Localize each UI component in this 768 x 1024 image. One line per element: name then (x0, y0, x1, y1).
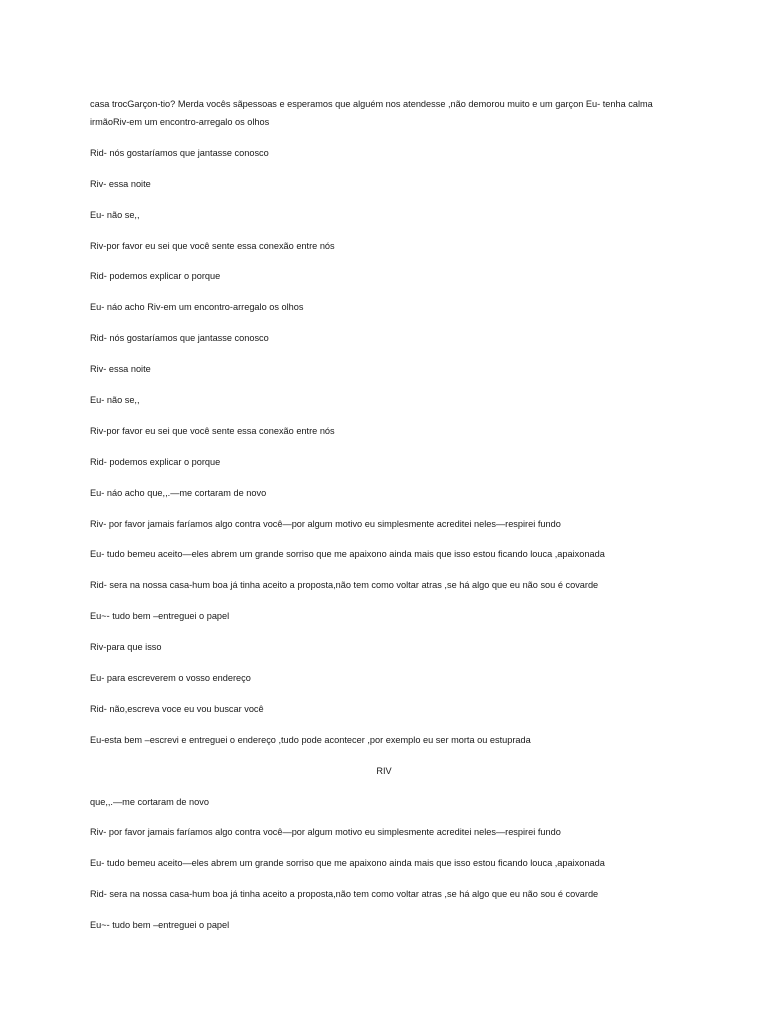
paragraph: Eu-esta bem –escrevi e entreguei o endereço ,tudo pode acontecer ,por exemplo eu ser morta ou estuprada (90, 734, 531, 745)
paragraph: Rid- podemos explicar o porque (90, 271, 221, 282)
paragraph: Rid- podemos explicar o porque (90, 456, 221, 467)
paragraph: Rid- sera na nossa casa-hum boa já tinha aceito a proposta,não tem como voltar atras ,se há algo que eu não sou é covarde (90, 889, 599, 900)
paragraph: Eu- tudo bemeu aceito—eles abrem um grande sorriso que me apaixono ainda mais que isso estou ficando louca ,apaixonada (90, 549, 605, 560)
paragraph: Rid- nós gostaríamos que jantasse conosco (90, 333, 269, 344)
paragraph: Rid- sera na nossa casa-hum boa já tinha aceito a proposta,não tem como voltar atras ,se há algo que eu não sou é covarde (90, 580, 599, 591)
section-heading: RIV (376, 765, 392, 776)
paragraph: Riv-por favor eu sei que você sente essa conexão entre nós (90, 425, 335, 436)
paragraph: Riv- por favor jamais faríamos algo contra você—por algum motivo eu simplesmente acreditei neles—respirei fundo (90, 827, 561, 838)
paragraph: Eu- não se,, (90, 395, 140, 406)
paragraph: Eu- tudo bemeu aceito—eles abrem um grande sorriso que me apaixono ainda mais que isso estou ficando louca ,apaixonada (90, 858, 605, 869)
paragraph: Rid- não,escreva voce eu vou buscar você (90, 703, 264, 714)
paragraph: Eu~- tudo bem –entreguei o papel (90, 920, 230, 931)
paragraph: Eu- náo acho Riv-em um encontro-arregalo os olhos (90, 302, 304, 313)
paragraph: Riv-para que isso (90, 642, 162, 653)
paragraph: Riv- essa noite (90, 178, 151, 189)
paragraph: Eu- não se,, (90, 209, 140, 220)
paragraph: Riv- por favor jamais faríamos algo contra você—por algum motivo eu simplesmente acreditei neles—respirei fundo (90, 518, 561, 529)
paragraph: Rid- nós gostaríamos que jantasse conosco (90, 147, 269, 158)
paragraph: Eu~- tudo bem –entreguei o papel (90, 611, 230, 622)
paragraph: Eu- náo acho que,,.—me cortaram de novo (90, 487, 267, 498)
paragraph: Riv-por favor eu sei que você sente essa conexão entre nós (90, 240, 335, 251)
document-body (90, 95, 690, 947)
paragraph: Riv- essa noite (90, 364, 151, 375)
paragraph: Eu- para escreverem o vosso endereço (90, 673, 251, 684)
paragraph: que,,.—me cortaram de novo (90, 796, 209, 807)
paragraph: casa trocGarçon-tio? Merda vocês sãpessoas e esperamos que alguém nos atendesse ,não demorou muito e um garçon Eu- tenha calma irmãoRiv-em um encontro-arregalo os olhos (90, 99, 653, 127)
